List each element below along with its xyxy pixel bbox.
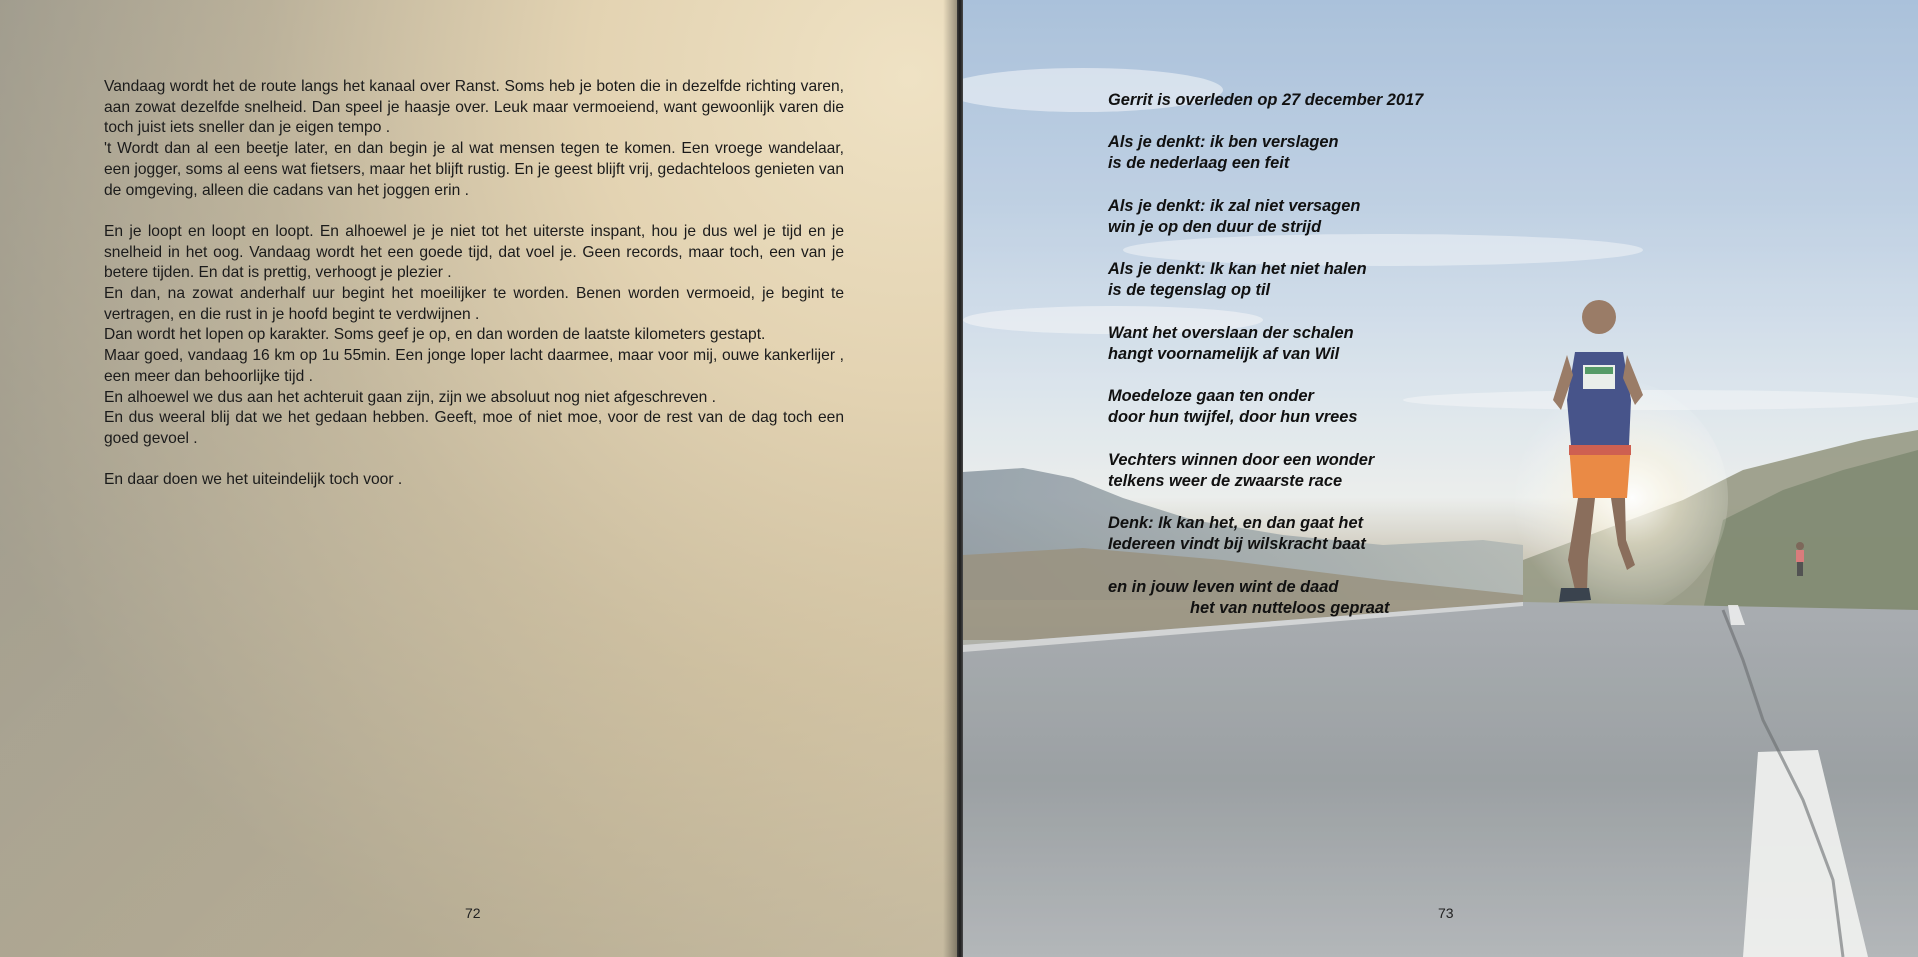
poem-stanza bbox=[1108, 323, 1528, 365]
poem-line: Vechters winnen door een wonder bbox=[1108, 450, 1375, 469]
poem-stanza bbox=[1108, 259, 1528, 301]
paragraph: 't Wordt dan al een beetje later, en dan begin je al wat mensen tegen te komen. Een vroege wandelaar, een jogger, soms al eens wat fietsers, maar het blijft rustig. En je geest blijft vrij, gedachteloos genieten van de omgeving, alleen die cadans van het joggen erin . bbox=[104, 140, 844, 199]
prose-text bbox=[104, 77, 844, 491]
poem-line: Iedereen vindt bij wilskracht baat bbox=[1108, 535, 1366, 553]
poem-line: Moedeloze gaan ten onder bbox=[1108, 387, 1314, 405]
poem-stanza bbox=[1108, 132, 1528, 174]
poem-stanza bbox=[1108, 196, 1528, 238]
poem-line: win je op den duur de strijd bbox=[1108, 217, 1322, 236]
page-number-left: 72 bbox=[465, 905, 481, 921]
poem-line: telkens weer de zwaarste race bbox=[1108, 471, 1343, 490]
poem bbox=[1108, 90, 1528, 640]
poem-line: Als je denkt: Ik kan het niet halen bbox=[1108, 260, 1367, 278]
poem-line: Als je denkt: ik ben verslagen bbox=[1108, 133, 1339, 151]
paragraph: En alhoewel we dus aan het achteruit gaan zijn, zijn we absoluut nog niet afgeschreven . bbox=[104, 388, 717, 406]
poem-line: en in jouw leven wint de daad bbox=[1108, 577, 1339, 596]
paragraph: Dan wordt het lopen op karakter. Soms geef je op, en dan worden de laatste kilometers gestapt. bbox=[104, 326, 766, 344]
poem-line: door hun twijfel, door hun vrees bbox=[1108, 408, 1358, 426]
poem-line: is de nederlaag een feit bbox=[1108, 154, 1290, 172]
poem-stanza bbox=[1108, 577, 1528, 619]
poem-line: Als je denkt: ik zal niet versagen bbox=[1108, 196, 1361, 215]
paragraph: En je loopt en loopt en loopt. En alhoewel je je niet tot het uiterste inspant, hou je dus wel je tijd en je snelheid in het oog. Vandaag wordt het een goede tijd, dat voel je. Geen records, maar toch, een van je betere tijden. En dat is prettig, verhoogt je plezier . bbox=[104, 222, 844, 282]
right-page bbox=[963, 0, 1918, 957]
poem-stanza bbox=[1108, 386, 1528, 428]
paragraph-gap bbox=[104, 450, 844, 471]
page-number-right: 73 bbox=[1438, 905, 1454, 921]
poem-line: hangt voornamelijk af van Wil bbox=[1108, 344, 1340, 363]
poem-line: Denk: Ik kan het, en dan gaat het bbox=[1108, 514, 1364, 532]
poem-line: is de tegenslag op til bbox=[1108, 281, 1271, 299]
poem-stanza bbox=[1108, 450, 1528, 492]
paragraph: Maar goed, vandaag 16 km op 1u 55min. Een jonge loper lacht daarmee, maar voor mij, ouwe kankerlijer , een meer dan behoorlijke tijd . bbox=[104, 347, 844, 385]
poem-line: Want het overslaan der schalen bbox=[1108, 323, 1354, 342]
paragraph: En dan, na zowat anderhalf uur begint het moeilijker te worden. Benen worden vermoeid, je begint te vertragen, en die rust in je hoofd begint te verdwijnen . bbox=[104, 285, 844, 323]
paragraph: En dus weeral blij dat we het gedaan hebben. Geeft, moe of niet moe, voor de rest van de dag toch een goed gevoel . bbox=[104, 409, 844, 447]
paragraph: Vandaag wordt het de route langs het kanaal over Ranst. Soms heb je boten die in dezelfde richting varen, aan zowat dezelfde snelheid. Dan speel je haasje over. Leuk maar vermoeiend, want gewoonlijk varen die toch juist iets sneller dan je eigen tempo . bbox=[104, 78, 844, 137]
paragraph-gap bbox=[104, 201, 844, 222]
left-page bbox=[0, 0, 957, 957]
poem-line: het van nutteloos gepraat bbox=[1190, 598, 1390, 617]
poem-title: Gerrit is overleden op 27 december 2017 bbox=[1108, 91, 1424, 109]
poem-stanza bbox=[1108, 513, 1528, 555]
paragraph: En daar doen we het uiteindelijk toch voor . bbox=[104, 471, 403, 489]
